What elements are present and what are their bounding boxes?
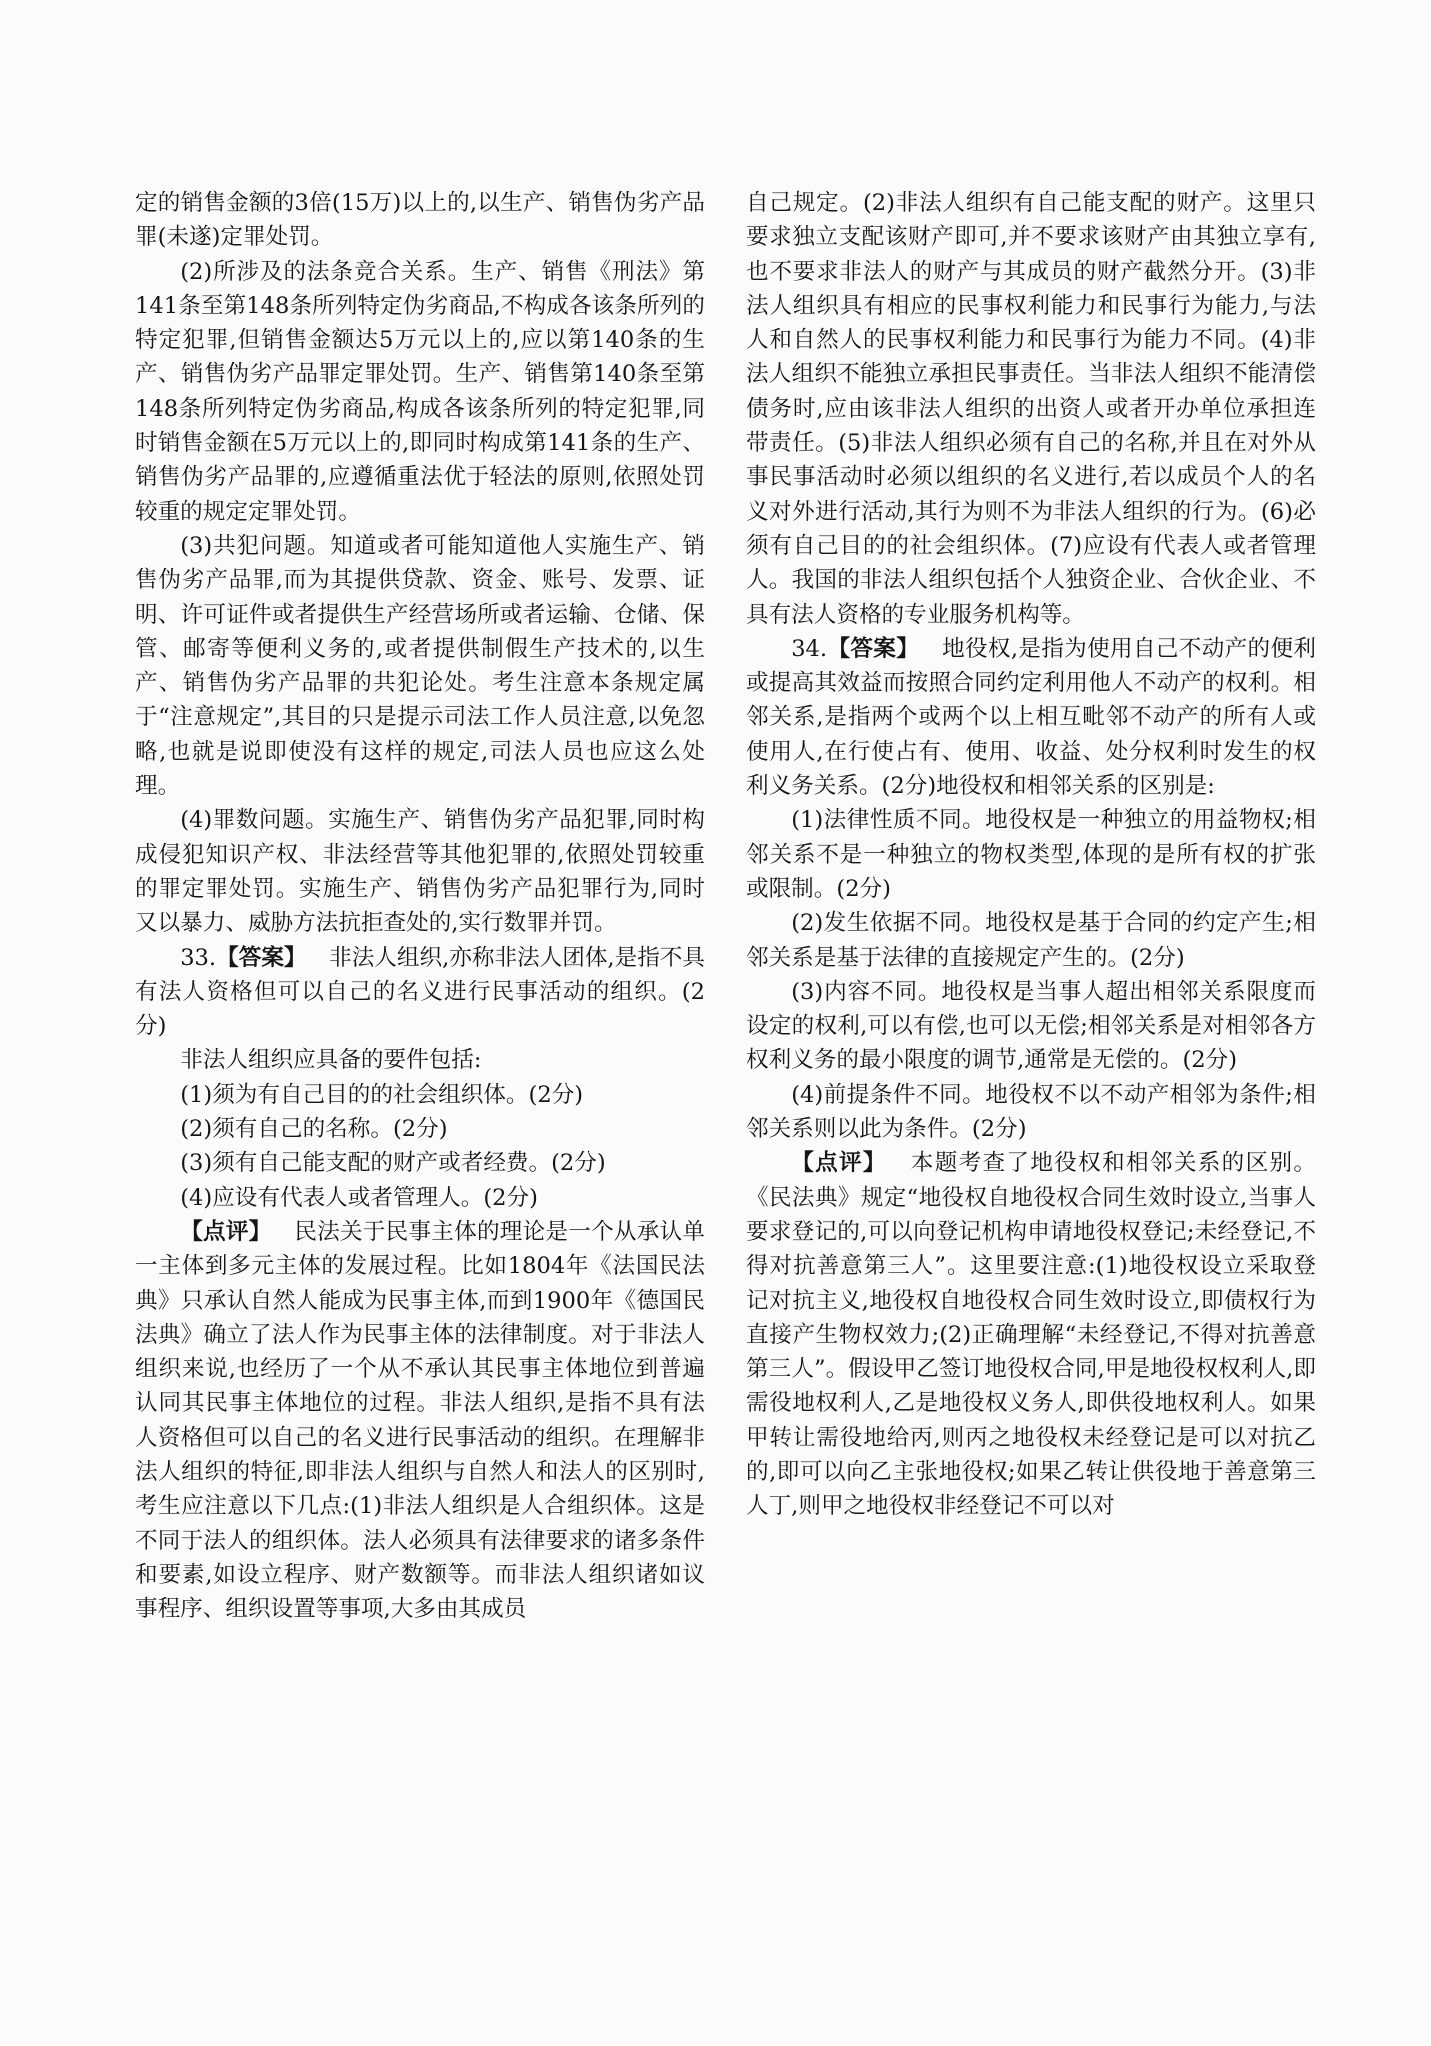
paragraph: [135, 255, 705, 529]
paragraph: [135, 529, 705, 803]
paragraph-text: (1)须为有自己目的的社会组织体。(2分): [180, 1081, 584, 1108]
paragraph: [135, 941, 705, 1044]
paragraph-text: (3)内容不同。地役权是当事人超出相邻关系限度而设定的权利,可以有偿,也可以无偿;相邻关系是对相邻各方权利义务的最小限度的调节,通常是无偿的。(2分): [746, 978, 1316, 1074]
paragraph: [135, 1112, 705, 1146]
paragraph-text: 本题考查了地役权和相邻关系的区别。《民法典》规定“地役权自地役权合同生效时设立,当事人要求登记的,可以向登记机构申请地役权登记;未经登记,不得对抗善意第三人”。这里要注意:(1)地役权设立采取登记对抗主义,地役权自地役权合同生效时设立,即债权行为直接产生物权效力;(2)正确理解“未经登记,不得对抗善意第三人”。假设甲乙签订地役权合同,甲是地役权权利人,即需役地权利人,乙是地役权义务人,即供役地权利人。如果甲转让需役地给丙,则丙之地役权未经登记是可以对抗乙的,即可以向乙主张地役权;如果乙转让供役地于善意第三人丁,则甲之地役权非经登记不可以对: [746, 1150, 1317, 1520]
paragraph: [746, 1078, 1316, 1147]
paragraph: [135, 803, 705, 940]
paragraph: [135, 1146, 705, 1180]
paragraph-text: 定的销售金额的3倍(15万)以上的,以生产、销售伪劣产品罪(未遂)定罪处罚。: [135, 190, 705, 251]
paragraph: [135, 1181, 705, 1215]
paragraph-text: (2)发生依据不同。地役权是基于合同的约定产生;相邻关系是基于法律的直接规定产生的。(2分): [746, 910, 1316, 971]
paragraph-text: (2)所涉及的法条竞合关系。生产、销售《刑法》第141条至第148条所列特定伪劣商品,不构成各该条所列的特定犯罪,但销售金额达5万元以上的,应以第140条的生产、销售伪劣产品罪定罪处罚。生产、销售第140条至第148条所列特定伪劣商品,构成各该条所列的特定犯罪,同时销售金额在5万元以上的,即同时构成第141条的生产、销售伪劣产品罪的,应遵循重法优于轻法的原则,依照处罚较重的规定定罪处罚。: [135, 258, 705, 525]
answer-label: 【答案】: [216, 944, 307, 971]
answer-label: 【答案】: [827, 635, 920, 662]
paragraph-text: 地役权,是指为使用自己不动产的便利或提高其效益而按照合同约定利用他人不动产的权利。相邻关系,是指两个或两个以上相互毗邻不动产的所有人或使用人,在行使占有、使用、收益、处分权利时发生的权利义务关系。(2分)地役权和相邻关系的区别是:: [746, 635, 1316, 800]
question-number: 33.: [180, 944, 217, 971]
paragraph-text: (4)应设有代表人或者管理人。(2分): [180, 1184, 538, 1211]
paragraph: [135, 186, 705, 255]
paragraph-text: 自己规定。(2)非法人组织有自己能支配的财产。这里只要求独立支配该财产即可,并不要求该财产由其独立享有,也不要求非法人的财产与其成员的财产截然分开。(3)非法人组织具有相应的民事权利能力和民事行为能力,与法人和自然人的民事权利能力和民事行为能力不同。(4)非法人组织不能独立承担民事责任。当非法人组织不能清偿债务时,应由该非法人组织的出资人或者开办单位承担连带责任。(5)非法人组织必须有自己的名称,并且在对外从事民事活动时必须以组织的名义进行,若以成员个人的名义对外进行活动,其行为则不为非法人组织的行为。(6)必须有自己目的的社会组织体。(7)应设有代表人或者管理人。我国的非法人组织包括个人独资企业、合伙企业、不具有法人资格的专业服务机构等。: [746, 190, 1316, 628]
paragraph: [746, 632, 1316, 803]
right-column: [746, 186, 1316, 1524]
paragraph-text: (4)前提条件不同。地役权不以不动产相邻为条件;相邻关系则以此为条件。(2分): [746, 1081, 1316, 1143]
paragraph: [135, 1078, 705, 1112]
paragraph-text: 民法关于民事主体的理论是一个从承认单一主体到多元主体的发展过程。比如1804年《法国民法典》只承认自然人能成为民事主体,而到1900年《德国民法典》确立了法人作为民事主体的法律制度。对于非法人组织来说,也经历了一个从不承认其民事主体地位到普遍认同其民事主体地位的过程。非法人组织,是指不具有法人资格但可以自己的名义进行民事活动的组织。在理解非法人组织的特征,即非法人组织与自然人和法人的区别时,考生应注意以下几点:(1)非法人组织是人合组织体。这是不同于法人的组织体。法人必须具有法律要求的诸多条件和要素,如设立程序、财产数额等。而非法人组织诸如议事程序、组织设置等事项,大多由其成员: [135, 1218, 705, 1623]
paragraph-text: (1)法律性质不同。地役权是一种独立的用益物权;相邻关系不是一种独立的物权类型,体现的是所有权的扩张或限制。(2分): [746, 807, 1316, 902]
paragraph: [746, 803, 1316, 906]
paragraph-text: (3)须有自己能支配的财产或者经费。(2分): [180, 1150, 606, 1177]
paragraph-text: (2)须有自己的名称。(2分): [180, 1116, 448, 1143]
paragraph-text: 非法人组织,亦称非法人团体,是指不具有法人资格但可以自己的名义进行民事活动的组织。(2分): [135, 944, 705, 1040]
paragraph-text: (3)共犯问题。知道或者可能知道他人实施生产、销售伪劣产品罪,而为其提供贷款、资金、账号、发票、证明、许可证件或者提供生产经营场所或者运输、仓储、保管、邮寄等便利义务的,或者提供制假生产技术的,以生产、销售伪劣产品罪的共犯论处。考生注意本条规定属于“注意规定”,其目的只是提示司法工作人员注意,以免忽略,也就是说即使没有这样的规定,司法人员也应这么处理。: [135, 532, 705, 800]
paragraph: [135, 1215, 705, 1627]
paragraph-text: 非法人组织应具备的要件包括:: [180, 1047, 482, 1074]
paragraph-text: (4)罪数问题。实施生产、销售伪劣产品犯罪,同时构成侵犯知识产权、非法经营等其他犯罪的,依照处罚较重的罪定罪处罚。实施生产、销售伪劣产品犯罪行为,同时又以暴力、威胁方法抗拒查处的,实行数罪并罚。: [135, 807, 705, 937]
paragraph: [746, 186, 1316, 632]
paragraph: [746, 1146, 1316, 1523]
paragraph: [746, 975, 1316, 1078]
question-number: 34.: [791, 635, 828, 662]
left-column: [135, 186, 705, 1626]
comment-label: 【点评】: [180, 1218, 272, 1245]
paragraph: [135, 1043, 705, 1077]
comment-label: 【点评】: [791, 1150, 887, 1177]
paragraph: [746, 906, 1316, 975]
